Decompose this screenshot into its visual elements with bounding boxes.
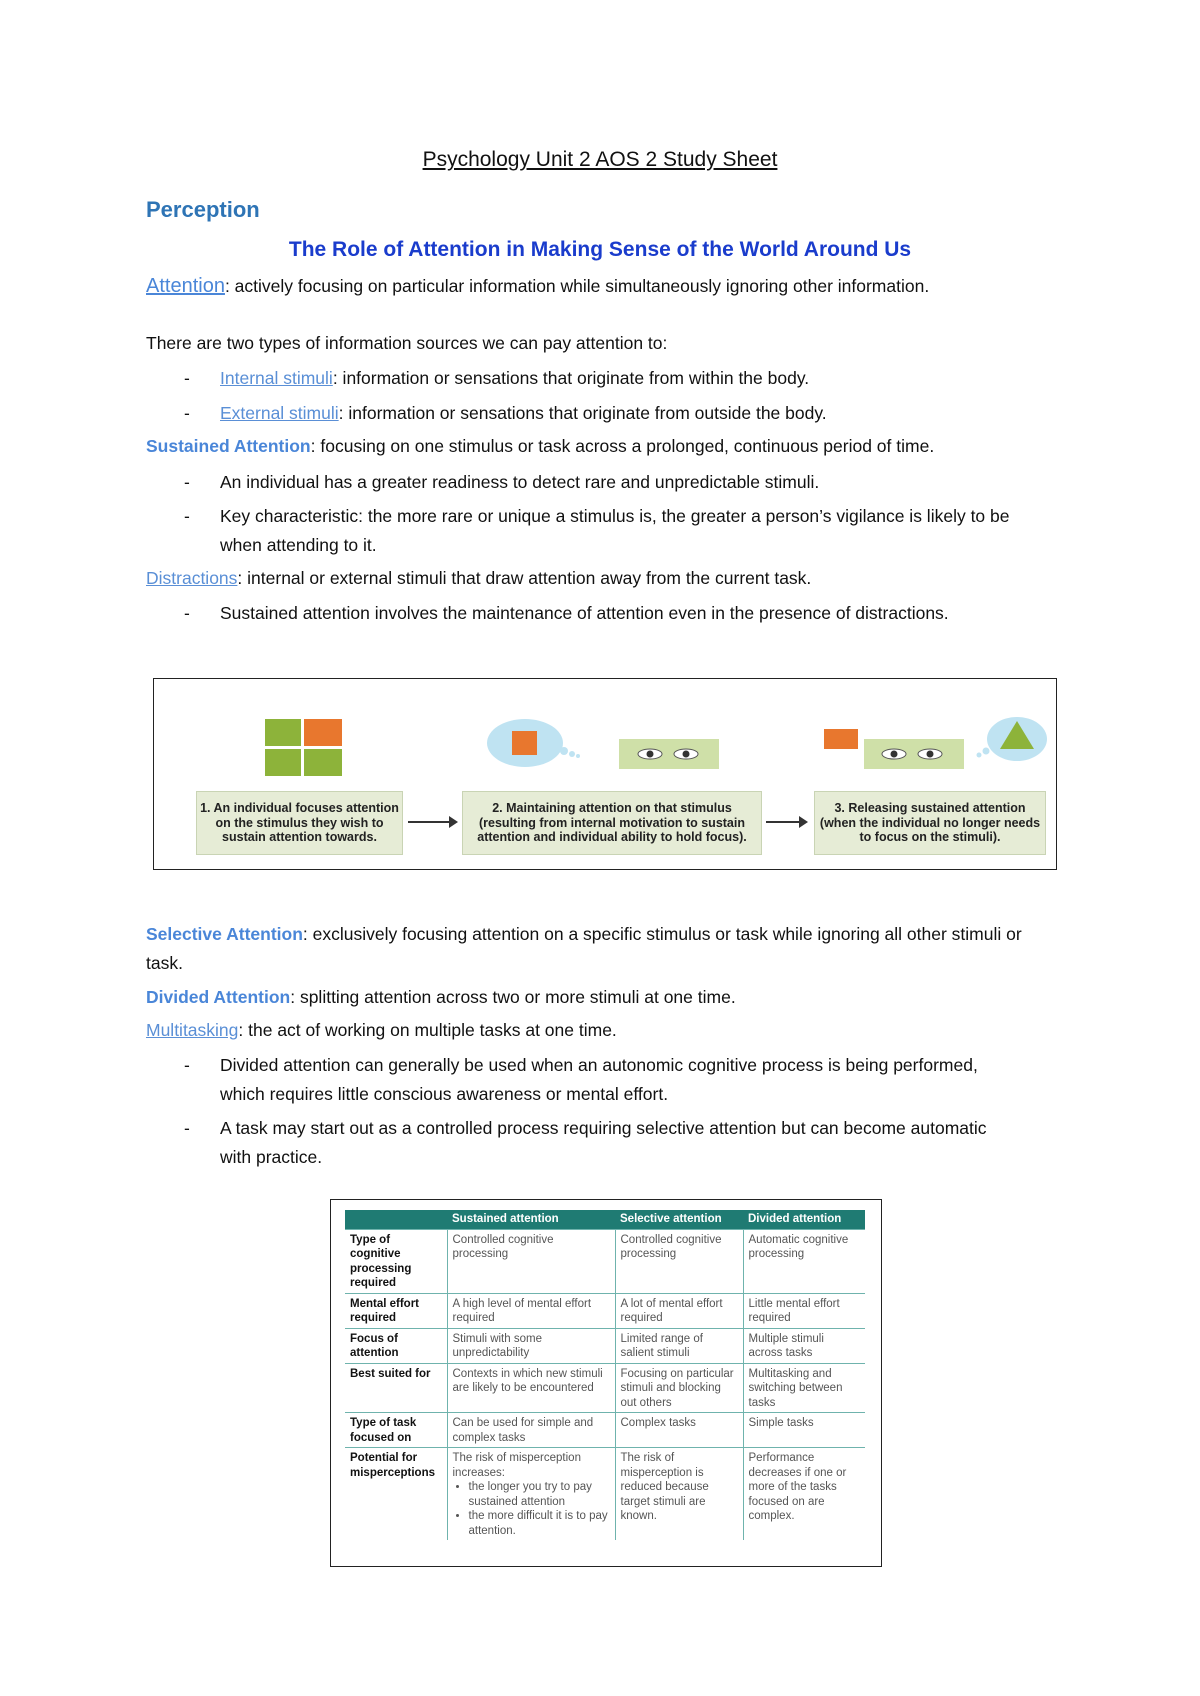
- table-cell: Simple tasks: [743, 1413, 865, 1448]
- selective-definition: [146, 920, 1046, 978]
- bubble-dot-2: [569, 751, 575, 757]
- table-cell: Can be used for simple and complex tasks: [447, 1413, 615, 1448]
- bullet-dash: -: [184, 403, 190, 423]
- pupil-icon: [683, 751, 690, 758]
- table-row: [345, 1363, 865, 1413]
- table-cell: Complex tasks: [615, 1413, 743, 1448]
- table-row: [345, 1293, 865, 1328]
- list-item: • the longer you try to pay sustained attention: [469, 1480, 610, 1509]
- comparison-table: [345, 1210, 865, 1540]
- bullet-text: A task may start out as a controlled process requiring selective attention but can become automatic with practice.: [220, 1118, 987, 1167]
- pupil-icon: [927, 751, 934, 758]
- bullet-text: Sustained attention involves the maintenance of attention even in the presence of distractions.: [220, 603, 949, 623]
- table-row: [345, 1448, 865, 1541]
- table-header: [345, 1210, 447, 1229]
- arrow-icon: [766, 821, 806, 823]
- table-cell: A high level of mental effort required: [447, 1293, 615, 1328]
- table-cell: Controlled cognitive processing: [615, 1229, 743, 1293]
- table-cell: Performance decreases if one or more of the tasks focused on are complex.: [743, 1448, 865, 1541]
- row-label: Best suited for: [345, 1363, 447, 1413]
- divided-definition: [146, 983, 1066, 1012]
- table-row: [345, 1229, 865, 1293]
- row-label: Mental effort required: [345, 1293, 447, 1328]
- arrow-icon: [408, 821, 456, 823]
- distractions-term: Distractions: [146, 568, 238, 588]
- table-cell: Limited range of salient stimuli: [615, 1328, 743, 1363]
- page-title: Psychology Unit 2 AOS 2 Study Sheet: [422, 148, 778, 171]
- pupil-icon: [647, 751, 654, 758]
- bullet-text: Divided attention can generally be used when an autonomic cognitive process is being performed, which requires little conscious awareness or mental effort.: [220, 1055, 978, 1104]
- square-green-3: [304, 749, 342, 776]
- bullet-dash: -: [184, 368, 190, 388]
- table-cell: Multiple stimuli across tasks: [743, 1328, 865, 1363]
- orange-rect: [824, 729, 858, 749]
- pupil-icon: [891, 751, 898, 758]
- cell-list: [453, 1480, 610, 1538]
- table-cell: [447, 1448, 615, 1541]
- internal-def: : information or sensations that originate from within the body.: [332, 368, 810, 388]
- section-heading: Perception: [146, 197, 260, 222]
- row-label: Type of task focused on: [345, 1413, 447, 1448]
- figure-step-3: 3. Releasing sustained attention (when the individual no longer needs to focus on the stimuli).: [814, 791, 1046, 855]
- table-cell: A lot of mental effort required: [615, 1293, 743, 1328]
- table-cell: Focusing on particular stimuli and blocking out others: [615, 1363, 743, 1413]
- attention-definition: [146, 272, 1066, 301]
- sustained-definition: [146, 432, 1086, 461]
- bubble-dot-1: [983, 748, 990, 755]
- bullet-text: Key characteristic: the more rare or unique a stimulus is, the greater a person’s vigilance is likely to be when attending to it.: [220, 506, 1010, 555]
- row-label: Potential for misperceptions: [345, 1448, 447, 1541]
- attention-term: Attention: [146, 275, 225, 297]
- distractions-definition: [146, 564, 1066, 593]
- eyes-panel: [619, 739, 719, 769]
- two-types-text: There are two types of information sources we can pay attention to:: [146, 333, 668, 353]
- attention-def: : actively focusing on particular information while simultaneously ignoring other information.: [224, 276, 930, 296]
- table-row: [345, 1413, 865, 1448]
- bullet-dash: -: [184, 506, 190, 526]
- bubble-dot-1: [560, 747, 568, 755]
- bubble-dot-2: [977, 753, 982, 758]
- square-green-1: [265, 719, 301, 746]
- square-green-2: [265, 749, 301, 776]
- table-cell: Little mental effort required: [743, 1293, 865, 1328]
- selective-term: Selective Attention: [146, 924, 303, 944]
- table-header: Selective attention: [615, 1210, 743, 1229]
- table-cell: Automatic cognitive processing: [743, 1229, 865, 1293]
- bullet-dash: -: [184, 1118, 190, 1138]
- row-label: Focus of attention: [345, 1328, 447, 1363]
- bullet-dash: -: [184, 603, 190, 623]
- table-cell: Multitasking and switching between tasks: [743, 1363, 865, 1413]
- row-label: Type of cognitive processing required: [345, 1229, 447, 1293]
- attention-comparison-table: [330, 1199, 882, 1567]
- external-term: External stimuli: [220, 403, 339, 423]
- divided-term: Divided Attention: [146, 987, 291, 1007]
- table-cell: Stimuli with some unpredictability: [447, 1328, 615, 1363]
- table-cell: Contexts in which new stimuli are likely to be encountered: [447, 1363, 615, 1413]
- bullet-dash: -: [184, 1055, 190, 1075]
- bubble-orange-square: [512, 731, 537, 755]
- sustained-def: : focusing on one stimulus or task across a prolonged, continuous period of time.: [310, 436, 935, 456]
- table-row: [345, 1328, 865, 1363]
- bullet-dash: -: [184, 472, 190, 492]
- figure-step-2: 2. Maintaining attention on that stimulus (resulting from internal motivation to sustain attention and individual ability to hold focus).: [462, 791, 762, 855]
- sustained-attention-figure: [153, 678, 1057, 870]
- divided-def: : splitting attention across two or more stimuli at one time.: [290, 987, 736, 1007]
- multitasking-def: : the act of working on multiple tasks at one time.: [238, 1020, 617, 1040]
- table-cell: Controlled cognitive processing: [447, 1229, 615, 1293]
- cell-intro: The risk of misperception increases:: [452, 1452, 581, 1479]
- square-orange: [304, 719, 342, 746]
- list-item: • the more difficult it is to pay attention.: [469, 1509, 610, 1538]
- table-header: Sustained attention: [447, 1210, 615, 1229]
- table-header: Divided attention: [743, 1210, 865, 1229]
- bullet-text: An individual has a greater readiness to detect rare and unpredictable stimuli.: [220, 472, 820, 492]
- subsection-heading: The Role of Attention in Making Sense of the World Around Us: [288, 238, 912, 261]
- selective-def: : exclusively focusing attention on a specific stimulus or task while ignoring all other stimuli or task.: [146, 924, 1022, 973]
- external-def: : information or sensations that originate from outside the body.: [338, 403, 827, 423]
- multitasking-term: Multitasking: [146, 1020, 239, 1040]
- eyes-panel: [864, 739, 964, 769]
- sustained-term: Sustained Attention: [146, 436, 311, 456]
- internal-term: Internal stimuli: [220, 368, 333, 388]
- table-header-row: [345, 1210, 865, 1229]
- multitasking-definition: [146, 1016, 1066, 1045]
- bubble-dot-3: [576, 754, 580, 758]
- distractions-def: : internal or external stimuli that draw attention away from the current task.: [237, 568, 812, 588]
- table-cell: The risk of misperception is reduced because target stimuli are known.: [615, 1448, 743, 1541]
- figure-step-1: 1. An individual focuses attention on the stimulus they wish to sustain attention towards.: [196, 791, 403, 855]
